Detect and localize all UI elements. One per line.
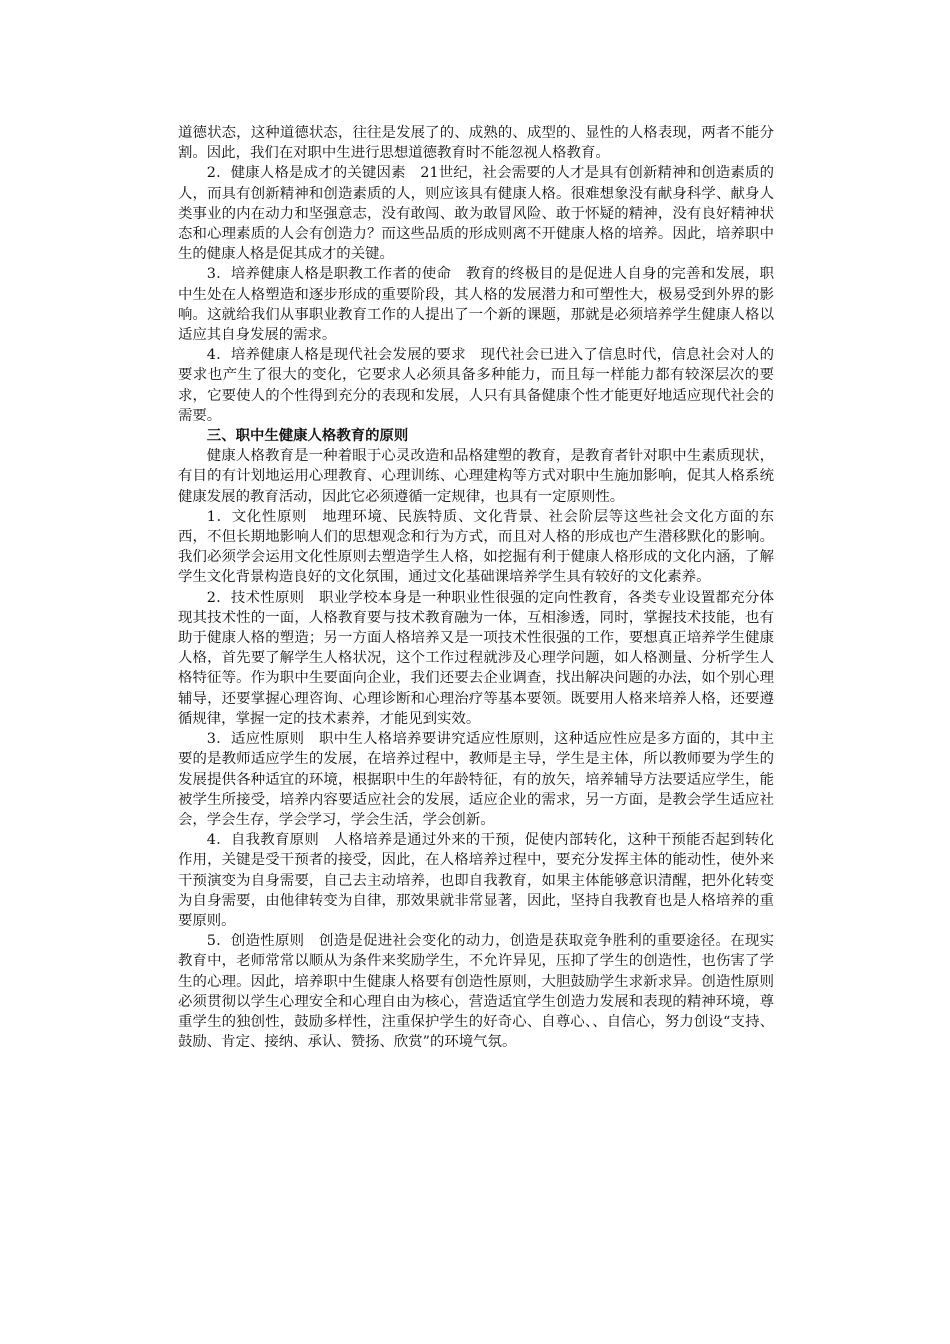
paragraph-educator-mission: 3．培养健康人格是职教工作者的使命 教育的终极目的是促进人自身的完善和发展，职中生处在人格塑造和逐步形成的重要阶段，其人格的发展潜力和可塑性大，极易受到外界的影响。这就给我们从事职业教育工作的人提出了一个新的课题，那就是必须培养学生健康人格以适应其自身发展的需求。 xyxy=(178,266,774,344)
paragraph-technical-principle: 2．技术性原则 职业学校本身是一种职业性很强的定向性教育，各类专业设置都充分体现其技术性的一面，人格教育要与技术教育融为一体，互相渗透，同时，掌握技术技能，也有助于健康人格的塑造；另一方面人格培养又是一项技术性很强的工作，要想真正培养学生健康人格，首先要了解学生人格状况，这个工作过程就涉及心理学问题，如人格测量、分析学生人格特征等。作为职中生要面向企业，我们还要去企业调查，找出解决问题的办法，如个别心理辅导，还要掌握心理咨询、心理诊断和心理治疗等基本要领。既要用人格来培养人格，还要遵循规律，掌握一定的技术素养，才能见到实效。 xyxy=(178,589,774,727)
paragraph-cultural-principle: 1．文化性原则 地理环境、民族特质、文化背景、社会阶层等这些社会文化方面的东西，不但长期地影响人们的思想观念和行为方式，而且对人格的形成也产生潜移默化的影响。我们必须学会运用文化性原则去塑造学生人格，如挖掘有利于健康人格形成的文化内涵，了解学生文化背景构造良好的文化氛围，通过文化基础课培养学生具有较好的文化素养。 xyxy=(178,508,774,586)
paragraph-continuation: 道德状态，这种道德状态，往往是发展了的、成熟的、成型的、显性的人格表现，两者不能分割。因此，我们在对职中生进行思想道德教育时不能忽视人格教育。 xyxy=(178,125,774,162)
paragraph-self-education-principle: 4．自我教育原则 人格培养是通过外来的干预，促使内部转化，这种干预能否起到转化作用，关键是受干预者的接受，因此，在人格培养过程中，要充分发挥主体的能动性，使外来干预演变为自身需要，自己去主动培养，也即自我教育，如果主体能够意识清醒，把外化转变为自身需要，由他律转变为自律，那效果就非常显著，因此，坚持自我教育也是人格培养的重要原则。 xyxy=(178,832,774,929)
document-page xyxy=(178,123,774,1052)
paragraph-creativity-principle: 5．创造性原则 创造是促进社会变化的动力，创造是获取竞争胜利的重要途径。在现实教育中，老师常常以顺从为条件来奖励学生，不允许异见，压抑了学生的创造性，也伤害了学生的心理。因此，培养职中生健康人格要有创造性原则，大胆鼓励学生求新求异。创造性原则必须贯彻以学生心理安全和心理自由为核心，营造适宜学生创造力发展和表现的精神环境，尊重学生的独创性，鼓励多样性，注重保护学生的好奇心、自尊心、、自信心，努力创设“支持、鼓励、肯定、接纳、承认、赞扬、欣赏”的环境气氛。 xyxy=(178,933,774,1051)
section-heading: 三、职中生健康人格教育的原则 xyxy=(206,427,409,445)
paragraph-adaptability-principle: 3．适应性原则 职中生人格培养要讲究适应性原则，这种适应性应是多方面的，其中主要的是教师适应学生的发展，在培养过程中，教师是主导，学生是主体，所以教师要为学生的发展提供各种适宜的环境，根据职中生的年龄特征，有的放矢，培养辅导方法要适应学生，能被学生所接受，培养内容要适应社会的发展，适应企业的需求，另一方面，是教会学生适应社会，学会生存，学会学习，学会生活，学会创新。 xyxy=(178,731,774,828)
paragraph-healthy-personality-key: 2．健康人格是成才的关键因素 21世纪，社会需要的人才是具有创新精神和创造素质的人，而具有创新精神和创造素质的人，则应该具有健康人格。很难想象没有献身科学、献身人类事业的内在动力和坚强意志，没有敢闯、敢为敢冒风险、敢于怀疑的精神，没有良好精神状态和心理素质的人会有创造力？而这些品质的形成则离不开健康人格的培养。因此，培养职中生的健康人格是促其成才的关键。 xyxy=(178,165,774,263)
paragraph-section-intro: 健康人格教育是一种着眼于心灵改造和品格建塑的教育，是教育者针对职中生素质现状，有目的有计划地运用心理教育、心理训练、心理建构等方式对职中生施加影响，促其人格系统健康发展的教育活动，因此它必须遵循一定规律，也具有一定原则性。 xyxy=(178,448,774,505)
paragraph-modern-society: 4．培养健康人格是现代社会发展的要求 现代社会已进入了信息时代，信息社会对人的要求也产生了很大的变化，它要求人必须具备多种能力，而且每一样能力都有较深层次的要求，它要使人的个性得到充分的表现和发展，人只有具备健康个性才能更好地适应现代社会的需要。 xyxy=(178,347,774,424)
